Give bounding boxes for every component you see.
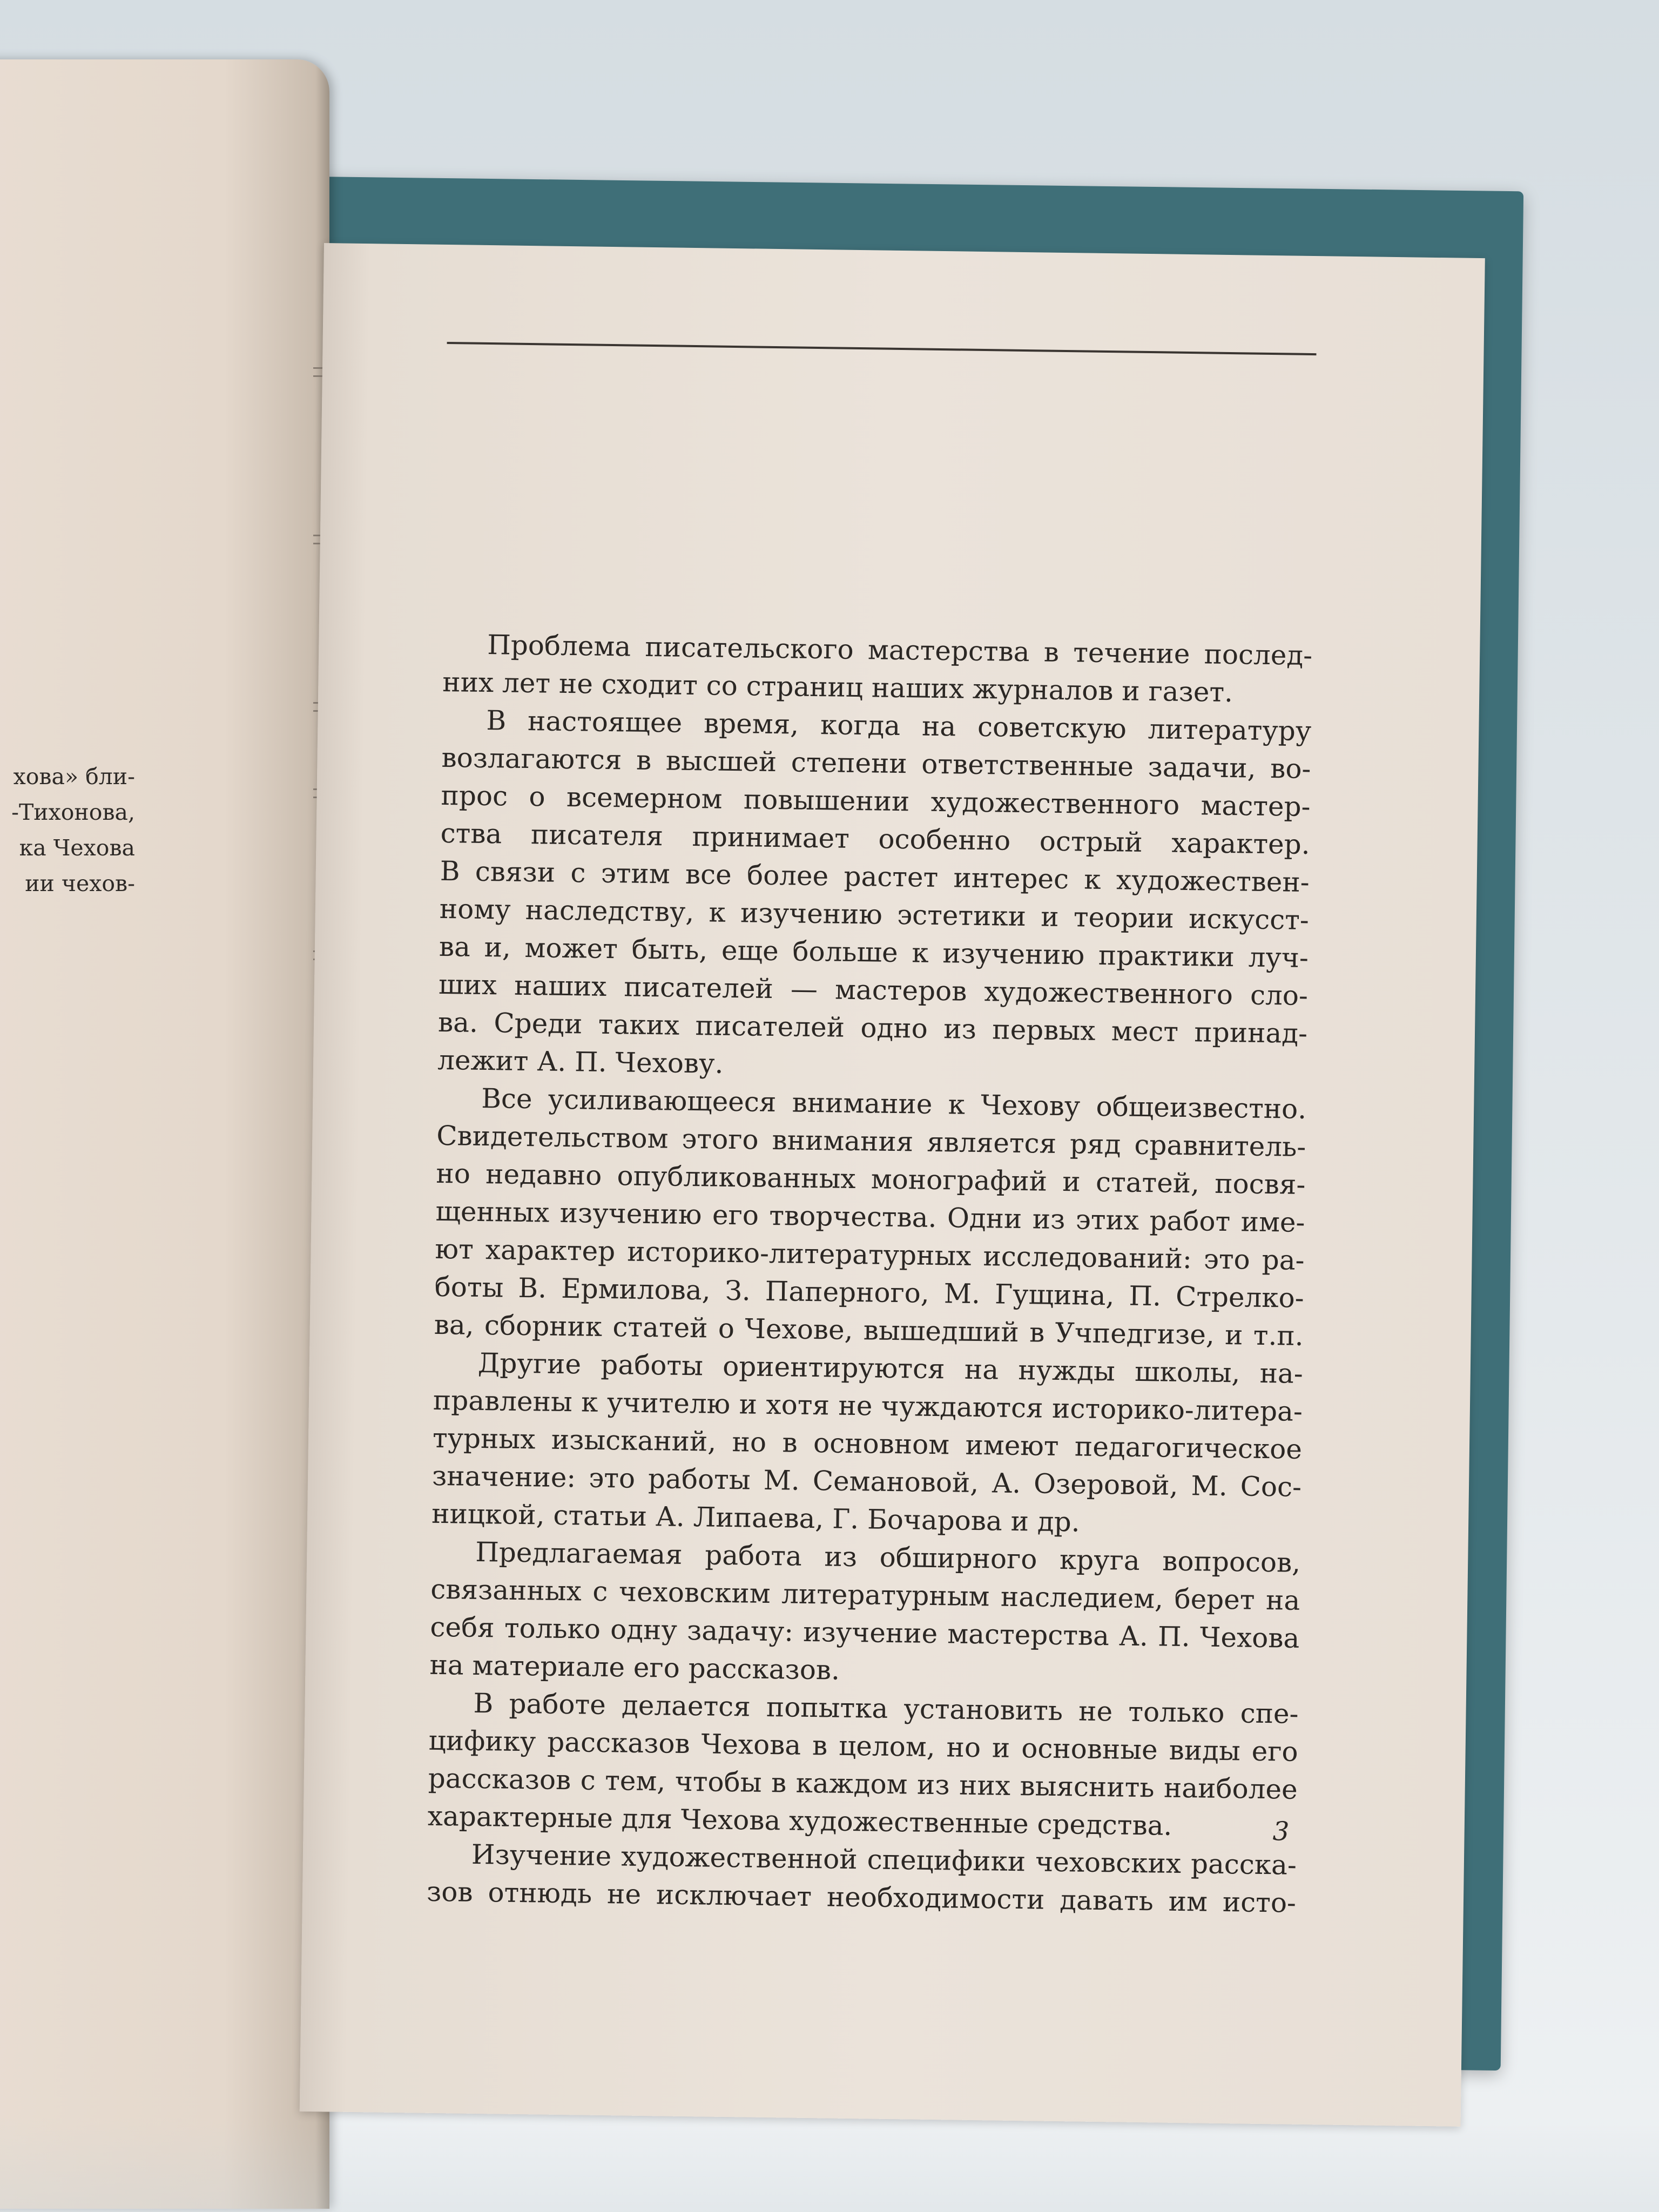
text-line: ва, сборник статей о Чехове, вышедший в Учпедгизе, и т.п.: [434, 1309, 1304, 1352]
text-line: зов отнюдь не исключает необходимости давать им исто-: [426, 1876, 1297, 1919]
left-line: ка Чехова: [19, 835, 135, 861]
text-line: боты В. Ермилова, З. Паперного, М. Гущина, П. Стрелко-: [434, 1271, 1304, 1314]
text-line: Другие работы ориентируются на нужды школы, на-: [477, 1347, 1304, 1390]
left-page-text: [0, 759, 135, 901]
text-line: ва и, может быть, еще больше к изучению практики луч-: [439, 930, 1309, 974]
text-line: лежит А. П. Чехову.: [437, 1044, 724, 1080]
text-line: характерные для Чехова художественные средства.: [427, 1800, 1172, 1842]
text-line: прос о всемерном повышении художественного мастер-: [441, 779, 1311, 822]
text-line: связанных с чеховским литературным наследием, берет на: [430, 1573, 1300, 1616]
text-line: Предлагаемая работа из обширного круга вопросов,: [475, 1536, 1301, 1579]
text-line: на материале его рассказов.: [429, 1649, 840, 1686]
text-line: ших наших писателей — мастеров художественного сло-: [438, 968, 1309, 1011]
page-body: [427, 625, 1313, 1922]
text-line: рассказов с тем, чтобы в каждом из них выяснить наиболее: [428, 1762, 1298, 1805]
text-line: Проблема писательского мастерства в течение послед-: [487, 629, 1313, 672]
text-line: ва. Среди таких писателей одно из первых мест принад-: [437, 1006, 1308, 1049]
text-line: ницкой, статьи А. Липаева, Г. Бочарова и др.: [431, 1498, 1080, 1538]
left-line: -Тихонова,: [11, 799, 135, 825]
left-line: ии чехов-: [25, 871, 135, 896]
text-line: щенных изучению его творчества. Одни из этих работ име-: [435, 1195, 1305, 1238]
header-rule: [447, 342, 1317, 355]
text-line: правлены к учителю и хотя не чуждаются историко-литера-: [433, 1384, 1303, 1427]
text-line: ства писателя принимает особенно острый характер.: [440, 817, 1310, 860]
text-line: ному наследству, к изучению эстетики и теории искусст-: [439, 893, 1310, 936]
text-line: В настоящее время, когда на советскую литературу: [486, 705, 1312, 747]
table-surface: [0, 2117, 1659, 2212]
text-line: Все усиливающееся внимание к Чехову общеизвестно.: [481, 1082, 1307, 1125]
text-line: возлагаются в высшей степени ответственные задачи, во-: [441, 741, 1311, 785]
text-line: но недавно опубликованных монографий и статей, посвя-: [436, 1157, 1306, 1201]
left-line: хова» бли-: [13, 764, 135, 790]
text-line: В работе делается попытка установить не только спе-: [473, 1687, 1299, 1730]
right-page: [300, 243, 1485, 2127]
page-number: 3: [1272, 1816, 1290, 1847]
text-line: цифику рассказов Чехова в целом, но и основные виды его: [428, 1724, 1298, 1768]
left-page: [0, 59, 329, 2209]
text-line: значение: это работы М. Семановой, А. Озеровой, М. Сос-: [431, 1460, 1302, 1503]
text-line: Изучение художественной специфики чеховских расска-: [471, 1838, 1297, 1881]
text-line: турных изысканий, но в основном имеют педагогическое: [432, 1422, 1303, 1465]
text-line: В связи с этим все более растет интерес к художествен-: [440, 855, 1310, 898]
text-line: них лет не сходит со страниц наших журналов и газет.: [442, 666, 1233, 709]
text-line: Свидетельством этого внимания является ряд сравнитель-: [436, 1120, 1306, 1163]
text-line: ют характер историко-литературных исследований: это ра-: [435, 1233, 1305, 1276]
text-line: себя только одну задачу: изучение мастерства А. П. Чехова: [430, 1611, 1300, 1654]
